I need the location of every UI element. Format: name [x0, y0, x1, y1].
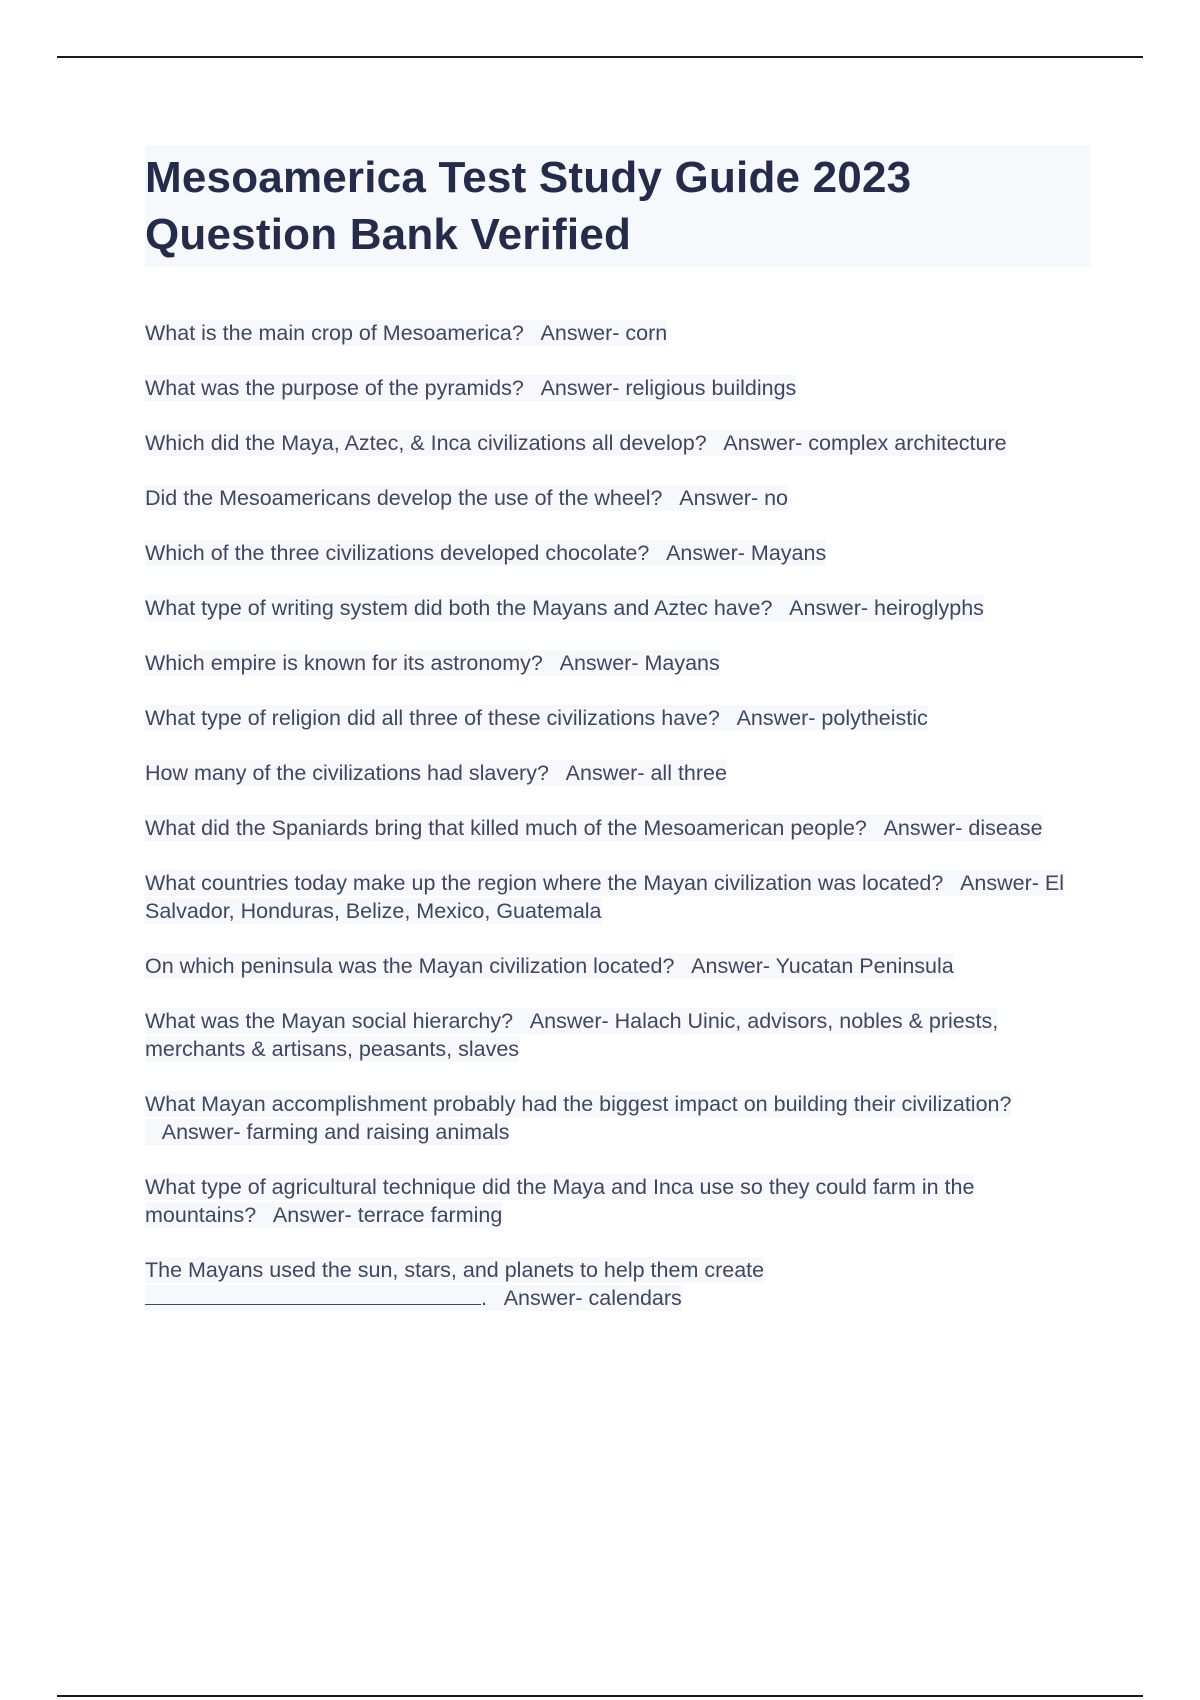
answer-text: Answer- El Salvador, Honduras, Belize, Mexico, Guatemala [145, 871, 1065, 923]
title-line-1: Mesoamerica Test Study Guide 2023 [145, 153, 912, 202]
page-title [145, 149, 1090, 263]
answer-text: Answer- Yucatan Peninsula [691, 954, 954, 978]
answer-text: Answer- Halach Uinic, advisors, nobles & priests, merchants & artisans, peasants, slaves [145, 1009, 999, 1061]
question-text: How many of the civilizations had slavery? [145, 761, 549, 785]
answer-text: Answer- polytheistic [736, 706, 928, 730]
question-text: What is the main crop of Mesoamerica? [145, 321, 524, 345]
answer-text: Answer- calendars [503, 1286, 682, 1310]
question-text: What type of writing system did both the Mayans and Aztec have? [145, 596, 773, 620]
question-end: . [481, 1286, 487, 1310]
document-body [145, 145, 1090, 1339]
qa-item [145, 704, 1090, 732]
qa-item [145, 1256, 1090, 1312]
qa-item [145, 319, 1090, 347]
qa-item [145, 649, 1090, 677]
answer-text: Answer- Mayans [666, 541, 827, 565]
question-text: Did the Mesoamericans develop the use of the wheel? [145, 486, 663, 510]
qa-item [145, 952, 1090, 980]
answer-text: Answer- farming and raising animals [161, 1120, 510, 1144]
question-text: What was the Mayan social hierarchy? [145, 1009, 514, 1033]
answer-text: Answer- terrace farming [272, 1203, 503, 1227]
question-text: What did the Spaniards bring that killed much of the Mesoamerican people? [145, 816, 867, 840]
qa-item [145, 539, 1090, 567]
question-text: What type of agricultural technique did the Maya and Inca use so they could farm in the mountains? [145, 1175, 975, 1227]
question-text: Which did the Maya, Aztec, & Inca civilizations all develop? [145, 431, 707, 455]
question-text: What Mayan accomplishment probably had the biggest impact on building their civilization? [145, 1092, 1012, 1116]
title-line-2: Question Bank Verified [145, 210, 632, 259]
answer-text: Answer- corn [540, 321, 668, 345]
answer-text: Answer- religious buildings [540, 376, 797, 400]
title-block [145, 145, 1090, 267]
qa-item [145, 374, 1090, 402]
answer-text: Answer- Mayans [559, 651, 720, 675]
answer-text: Answer- disease [883, 816, 1043, 840]
question-text: On which peninsula was the Mayan civilization located? [145, 954, 675, 978]
answer-text: Answer- heiroglyphs [789, 596, 984, 620]
question-text: Which of the three civilizations developed chocolate? [145, 541, 650, 565]
question-list [145, 319, 1090, 1312]
header-rule [57, 56, 1143, 58]
qa-item [145, 429, 1090, 457]
qa-item [145, 814, 1090, 842]
question-text: The Mayans used the sun, stars, and planets to help them create [145, 1258, 765, 1282]
question-text: What countries today make up the region where the Mayan civilization was located? [145, 871, 944, 895]
answer-text: Answer- no [679, 486, 788, 510]
footer-rule [57, 1695, 1143, 1697]
qa-item [145, 1173, 1090, 1229]
question-text: Which empire is known for its astronomy? [145, 651, 543, 675]
qa-item [145, 484, 1090, 512]
qa-item [145, 869, 1090, 925]
qa-item [145, 1090, 1090, 1146]
question-text: What type of religion did all three of these civilizations have? [145, 706, 720, 730]
fill-in-blank [145, 1284, 481, 1305]
answer-text: Answer- complex architecture [723, 431, 1007, 455]
question-text: What was the purpose of the pyramids? [145, 376, 524, 400]
answer-text: Answer- all three [565, 761, 727, 785]
qa-item [145, 594, 1090, 622]
qa-item [145, 759, 1090, 787]
qa-item [145, 1007, 1090, 1063]
